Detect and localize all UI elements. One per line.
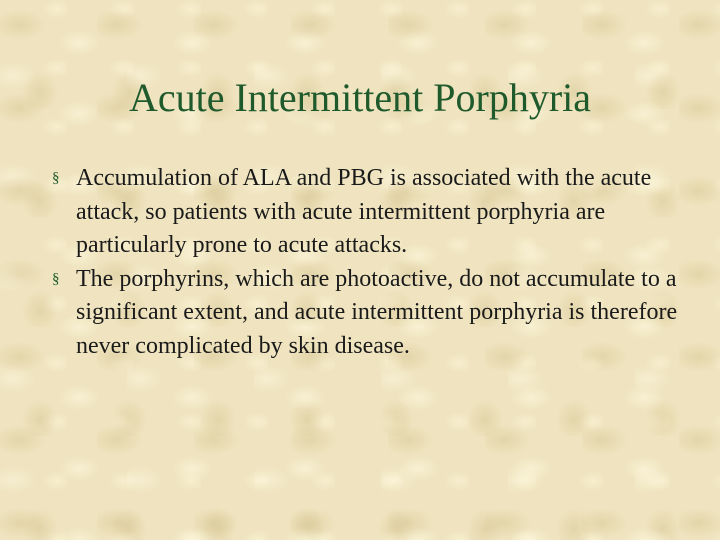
bullet-item — [50, 162, 690, 263]
section-sign-bullet-icon: § — [52, 170, 60, 186]
section-sign-bullet-icon: § — [52, 270, 60, 287]
slide-title: Acute Intermittent Porphyria — [128, 75, 592, 120]
bullet-text: Accumulation of ALA and PBG is associated with the acute attack, so patients with acute intermittent porphyria are particularly prone to acute attacks. — [76, 165, 652, 258]
bullet-item — [50, 263, 690, 364]
bullet-text: The porphyrins, which are photoactive, do not accumulate to a significant extent, and acute intermittent porphyria is therefore never complicated by skin disease. — [76, 265, 678, 359]
bullet-list — [50, 162, 690, 363]
